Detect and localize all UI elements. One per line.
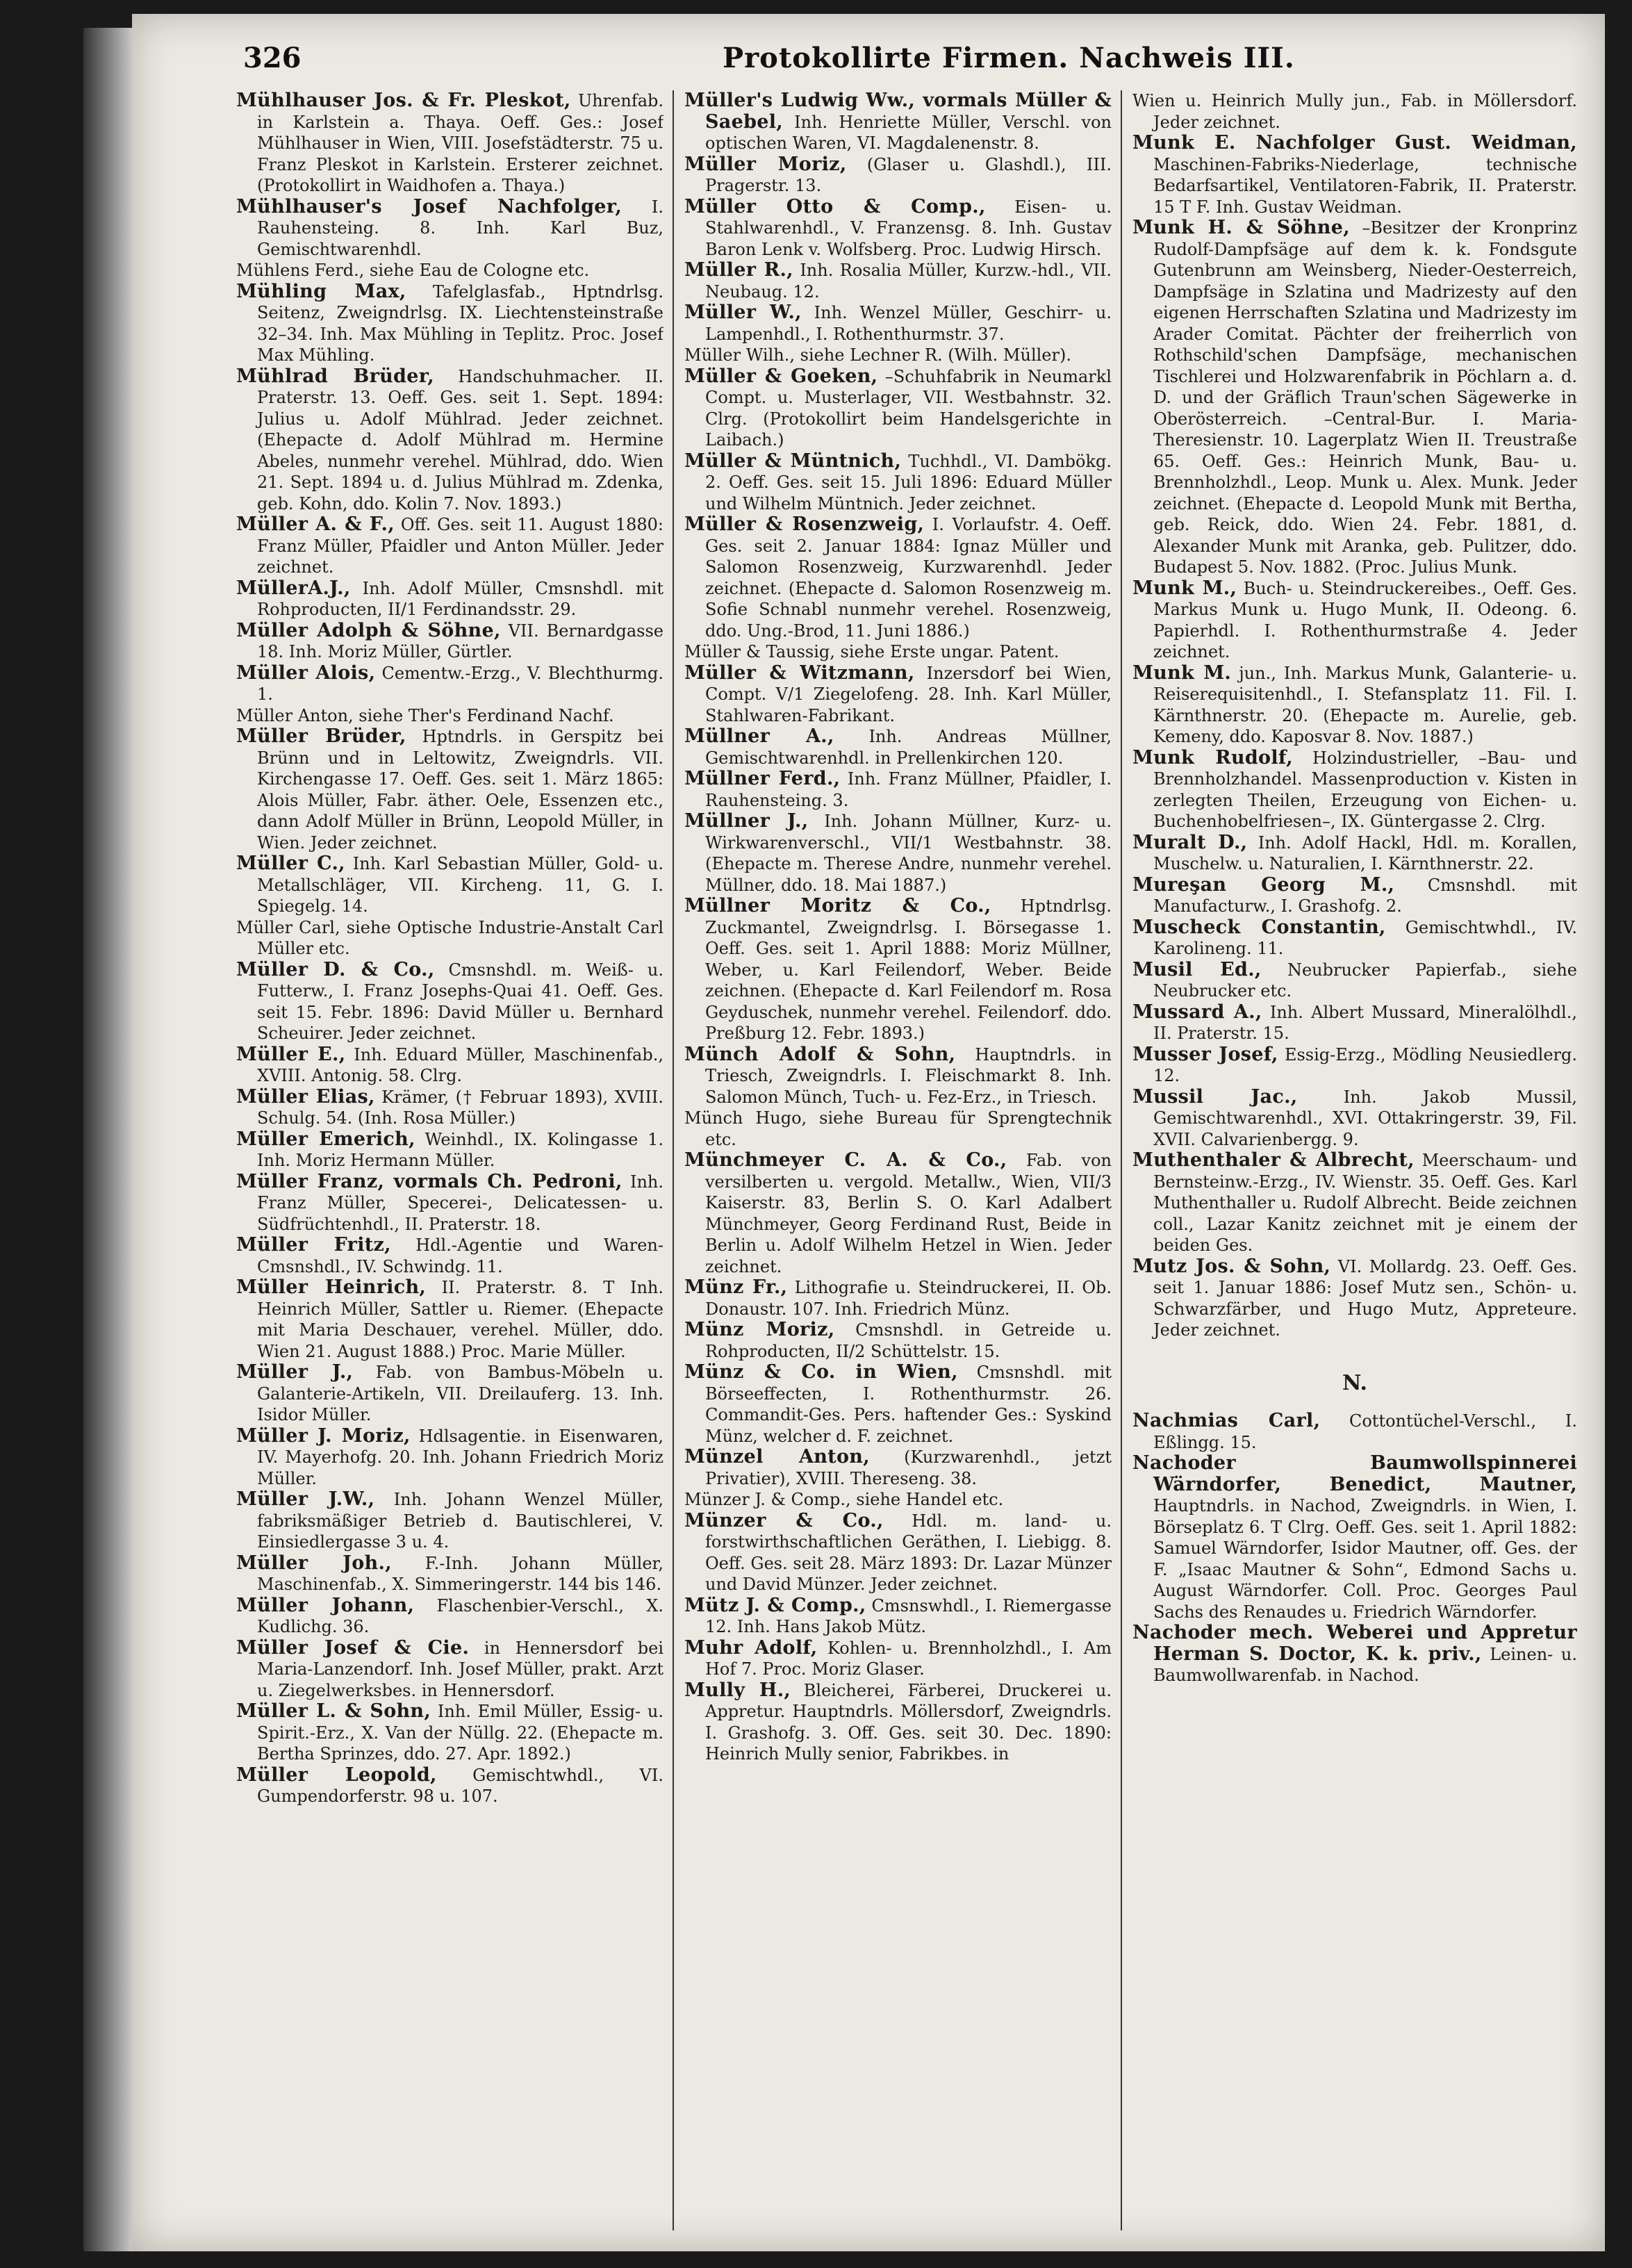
firm-entry	[1132, 832, 1577, 875]
firm-name: Müller Josef & Cie.	[236, 1636, 470, 1659]
firm-entry	[1132, 1256, 1577, 1341]
firm-name: Müllner Ferd.,	[684, 768, 841, 789]
directory-page	[132, 14, 1605, 2251]
firm-entry	[236, 1044, 663, 1087]
firm-entry	[684, 769, 1112, 811]
firm-entry	[684, 1511, 1112, 1595]
firm-name: Müller Franz, vormals Ch. Pedroni,	[236, 1170, 623, 1192]
firm-entry	[684, 726, 1112, 769]
firm-entry	[684, 1447, 1112, 1489]
firm-entry	[684, 1595, 1112, 1638]
firm-details: Holzindustrieller, –Bau- und Brennholzhandel. Massenproduction v. Kisten in zerlegten Theilen, Erzeugung von Eichen- u. Buchenhobelfriesen–, IX. Güntergasse 2. Clrg.	[1153, 748, 1577, 831]
firm-name: Münz Fr.,	[684, 1276, 788, 1298]
firm-name: Musil Ed.,	[1132, 958, 1262, 980]
firm-details: Cmsnswhdl., I. Riemergasse 12. Inh. Hans Jakob Mütz.	[705, 1595, 1112, 1636]
firm-name: Müller Johann,	[236, 1594, 415, 1616]
firm-entry	[236, 366, 663, 515]
firm-entry	[1132, 90, 1577, 133]
firm-name: Müller Otto & Comp.,	[684, 195, 986, 217]
firm-name: Munk M.	[1132, 662, 1232, 684]
firm-details: Müller Anton, siehe Ther's Ferdinand Nachf.	[236, 705, 614, 725]
firm-details: Inh. Henriette Müller, Verschl. von optischen Waren, VI. Magdalenenstr. 8.	[705, 112, 1112, 153]
firm-details: Flaschenbier-Verschl., X. Kudlichg. 36.	[257, 1595, 663, 1636]
firm-entry	[1132, 1087, 1577, 1151]
firm-details: Fab. von Bambus-Möbeln u. Galanterie-Artikeln, VII. Dreilauferg. 13. Inh. Isidor Müller.	[257, 1363, 663, 1424]
firm-details: Inh. Karl Sebastian Müller, Gold- u. Metallschläger, VII. Kircheng. 11, G. I. Spiegelg. 14.	[257, 854, 663, 916]
firm-details: –Besitzer der Kronprinz Rudolf-Dampfsäge auf dem k. k. Fondsgute Gutenbrunn am Weinsberg, Nieder-Oesterreich, Dampfsäge in Szlatina und Madrizesty auf den eigenen Herrschaften Szlatina und Madrizesty im Arader Comitat. Pächter der freiherrlich von Rothschild'schen Dampfsäge, mechanischen Tischlerei und Holzwarenfabrik in Pöchlarn a. d. D. und der Gräflich Traun'schen Sägewerke in Oberösterreich. –Central-Bur. I. Maria-Theresienstr. 10. Lagerplatz Wien II. Treustraße 65. Oeff. Ges.: Heinrich Munk, Bau- u. Brennholzhdl., Leop. Munk u. Alex. Munk. Jeder zeichnet. (Ehepacte d. Leopold Munk mit Bertha, geb. Reick, ddo. Wien 24. Febr. 1881, d. Alexander Munk mit Aranka, geb. Pulitzer, ddo. Budapest 5. Nov. 1882. (Proc. Julius Munk.	[1153, 218, 1577, 577]
firm-name: Mühlhauser Jos. & Fr. Pleskot,	[236, 90, 571, 111]
firm-name: Mussard A.,	[1132, 1001, 1262, 1023]
firm-entry	[1132, 1453, 1577, 1622]
firm-details: Hptndrlsg. Zuckmantel, Zweigndrlsg. I. Börsegasse 1. Oeff. Ges. seit 1. April 1888: Moriz Müllner, Weber, u. Karl Feilendorf, Weber. Beide zeichnen. (Ehepacte d. Karl Feilendorf m. Rosa Geyduschek, nunmehr verehel. Feilendorf. ddo. Preßburg 12. Febr. 1893.)	[705, 896, 1112, 1043]
firm-entry	[684, 90, 1112, 154]
firm-entry	[1132, 1150, 1577, 1256]
firm-name: Müller Moriz,	[684, 153, 847, 175]
firm-entry	[236, 1489, 663, 1553]
firm-name: Müller E.,	[236, 1043, 346, 1065]
firm-name: Münz Moriz,	[684, 1319, 835, 1340]
firm-details: Cmsnshdl. mit Börseeffecten, I. Rothenthurmstr. 26. Commandit-Ges. Pers. haftender Ges.: Syskind Münz, welcher d. F. zeichnet.	[705, 1363, 1112, 1446]
firm-entry	[684, 451, 1112, 515]
firm-details: Leinen- u. Baumwollwarenfab. in Nachod.	[1153, 1644, 1577, 1685]
firm-entry	[236, 663, 663, 705]
column-left	[236, 90, 663, 2230]
firm-details: F.-Inh. Johann Müller, Maschinenfab., X. Simmeringerstr. 144 bis 146.	[257, 1553, 663, 1594]
firm-name: Müller & Müntnich,	[684, 450, 902, 472]
firm-entry	[684, 260, 1112, 302]
firm-name: Muscheck Constantin,	[1132, 916, 1386, 938]
firm-entry	[236, 1765, 663, 1807]
firm-entry	[236, 1087, 663, 1129]
firm-entry	[236, 281, 663, 366]
firm-name: Müllner A.,	[684, 725, 834, 747]
firm-name: Müller Alois,	[236, 662, 376, 684]
firm-name: Mully H.,	[684, 1679, 791, 1701]
firm-entry	[236, 1638, 663, 1702]
firm-details: Müller & Taussig, siehe Erste ungar. Patent.	[684, 642, 1060, 662]
firm-name: Müller Emerich,	[236, 1128, 415, 1150]
firm-name: Müller J.W.,	[236, 1488, 375, 1510]
firm-name: Müller W.,	[684, 302, 802, 323]
firm-details: Mühlens Ferd., siehe Eau de Cologne etc.	[236, 261, 590, 280]
firm-name: Müller Elias,	[236, 1085, 375, 1108]
firm-details: Inh. Jakob Mussil, Gemischtwarenhdl., XVI. Ottakringerstr. 39, Fil. XVII. Calvarienbergg. 9.	[1153, 1087, 1577, 1149]
firm-entry	[684, 1362, 1112, 1447]
firm-name: Müllner Moritz & Co.,	[684, 895, 991, 917]
firm-details: Cmsnshdl. in Getreide u. Rohproducten, II/2 Schüttelstr. 15.	[705, 1320, 1112, 1361]
firm-name: Müller Fritz,	[236, 1234, 391, 1256]
firm-entry	[236, 1277, 663, 1362]
firm-details: Inh. Franz Müllner, Pfaidler, I. Rauhensteing. 3.	[705, 769, 1112, 810]
firm-entry	[684, 1277, 1112, 1320]
firm-details: (Glaser u. Glashdl.), III. Pragerstr. 13.	[705, 154, 1112, 195]
firm-details: Hdl. m. land- u. forstwirthschaftlichen Geräthen, I. Liebigg. 8. Oeff. Ges. seit 28. März 1893: Dr. Lazar Münzer und David Münzer. Jeder zeichnet.	[705, 1511, 1112, 1594]
firm-name: Müller's Ludwig Ww., vormals Müller & Saebel,	[684, 90, 1112, 133]
firm-name: Müller A. & F.,	[236, 513, 395, 535]
firm-name: MüllerA.J.,	[236, 577, 351, 599]
firm-details: Kohlen- u. Brennholzhdl., I. Am Hof 7. Proc. Moriz Glaser.	[705, 1638, 1112, 1679]
firm-entry	[236, 1701, 663, 1765]
firm-entry	[684, 896, 1112, 1044]
firm-details: in Hennersdorf bei Maria-Lanzendorf. Inh. Josef Müller, prakt. Arzt u. Ziegelwerksbes. in Hennersdorf.	[257, 1638, 663, 1700]
firm-name: Müller & Goeken,	[684, 365, 878, 387]
firm-entry	[1132, 748, 1577, 832]
firm-entry	[236, 1235, 663, 1277]
firm-details: Maschinen-Fabriks-Niederlage, technische Bedarfsartikel, Ventilatoren-Fabrik, II. Praterstr. 15 T F. Inh. Gustav Weidman.	[1153, 154, 1577, 217]
firm-details: Lithografie u. Steindruckerei, II. Ob. Donaustr. 107. Inh. Friedrich Münz.	[705, 1278, 1112, 1319]
column-right	[1132, 90, 1577, 2230]
firm-entry	[236, 726, 663, 853]
firm-entry	[236, 705, 663, 727]
firm-entry	[684, 345, 1112, 366]
firm-name: Mureşan Georg M.,	[1132, 873, 1395, 896]
firm-name: Muthenthaler & Albrecht,	[1132, 1149, 1415, 1171]
firm-name: Munk Rudolf,	[1132, 746, 1293, 769]
column-divider	[1121, 90, 1122, 2230]
firm-name: Mühlrad Brüder,	[236, 365, 434, 387]
firm-name: Mutz Jos. & Sohn,	[1132, 1255, 1331, 1277]
firm-details: Neubrucker Papierfab., siehe Neubrucker etc.	[1153, 960, 1577, 1001]
firm-entry	[236, 514, 663, 578]
firm-details: Inh. Adolf Hackl, Hdl. m. Korallen, Muschelw. u. Naturalien, I. Kärnthnerstr. 22.	[1153, 832, 1577, 873]
firm-name: Müller R.,	[684, 259, 793, 281]
firm-entry	[1132, 133, 1577, 217]
firm-name: Müller Brüder,	[236, 725, 406, 747]
firm-entry	[684, 1108, 1112, 1150]
firm-details: VI. Mollardg. 23. Oeff. Ges. seit 1. Januar 1886: Josef Mutz sen., Schön- u. Schwarzfärber, und Hugo Mutz, Appreteure. Jeder zeichnet.	[1153, 1256, 1577, 1340]
firm-entry	[1132, 917, 1577, 960]
firm-details: Fab. von versilberten u. vergold. Metallw., Wien, VII/3 Kaiserstr. 83, Berlin S. O. Karl Adalbert Münchmeyer, Georg Ferdinand Rust, Beide in Berlin u. Adolf Wilhelm Hetzel in Wien. Jeder zeichnet.	[705, 1151, 1112, 1276]
firm-name: Munk H. & Söhne,	[1132, 217, 1350, 238]
firm-entry	[684, 1680, 1112, 1765]
firm-name: Müller C.,	[236, 853, 345, 874]
firm-entry	[684, 811, 1112, 896]
firm-entry	[684, 197, 1112, 261]
firm-details: Inh. Emil Müller, Essig- u. Spirit.-Erz., X. Van der Nüllg. 22. (Ehepacte m. Bertha Sprinzes, ddo. 27. Apr. 1892.)	[257, 1702, 663, 1764]
firm-name: Muhr Adolf,	[684, 1636, 818, 1659]
firm-name: Münzel Anton,	[684, 1446, 870, 1468]
firm-details: Hauptndrls. in Triesch, Zweigndrls. I. Fleischmarkt 8. Inh. Salomon Münch, Tuch- u. Fez-Erz., in Triesch.	[705, 1044, 1112, 1107]
firm-entry	[236, 90, 663, 197]
firm-entry	[684, 1489, 1112, 1511]
firm-name: Münch Adolf & Sohn,	[684, 1043, 956, 1065]
firm-entry	[236, 1362, 663, 1426]
firm-details: Off. Ges. seit 11. August 1880: Franz Müller, Pfaidler und Anton Müller. Jeder zeichnet.	[257, 515, 663, 577]
firm-entry	[684, 1044, 1112, 1108]
firm-entry	[236, 197, 663, 261]
firm-details: Inh. Johann Müllner, Kurz- u. Wirkwarenverschl., VII/1 Westbahnstr. 38. (Ehepacte m. Therese Andre, nunmehr verehel. Müllner, ddo. 18. Mai 1887.)	[705, 812, 1112, 895]
firm-details: Essig-Erzg., Mödling Neusiedlerg. 12.	[1153, 1044, 1577, 1085]
column-divider	[673, 90, 674, 2230]
firm-entry	[684, 154, 1112, 197]
firm-details: Wien u. Heinrich Mully jun., Fab. in Möllersdorf. Jeder zeichnet.	[1132, 91, 1577, 132]
firm-name: Münchmeyer C. A. & Co.,	[684, 1149, 1007, 1171]
firm-entry	[1132, 217, 1577, 578]
firm-name: Mütz J. & Comp.,	[684, 1594, 866, 1616]
firm-details: Münch Hugo, siehe Bureau für Sprengtechnik etc.	[684, 1108, 1112, 1149]
firm-entry	[684, 663, 1112, 727]
firm-details: Müller Wilh., siehe Lechner R. (Wilh. Müller).	[684, 345, 1071, 365]
firm-name: Müller & Witzmann,	[684, 662, 915, 684]
firm-details: Cementw.-Erzg., V. Blechthurmg. 1.	[257, 663, 663, 704]
firm-details: Krämer, († Februar 1893), XVIII. Schulg. 54. (Inh. Rosa Müller.)	[257, 1087, 663, 1128]
firm-entry	[236, 1553, 663, 1595]
firm-name: Nachoder Baumwollspinnerei Wärndorfer, Benedict, Mautner,	[1132, 1452, 1577, 1495]
firm-details: Cottontüchel-Verschl., I. Eßlingg. 15.	[1153, 1411, 1577, 1452]
firm-name: Nachoder mech. Weberei und Appretur Herman S. Doctor, K. k. priv.,	[1132, 1622, 1577, 1665]
firm-details: Münzer J. & Comp., siehe Handel etc.	[684, 1490, 1004, 1509]
firm-name: Munk M.,	[1132, 577, 1237, 599]
firm-name: Müller J.,	[236, 1361, 354, 1383]
firm-name: Mühlhauser's Josef Nachfolger,	[236, 195, 623, 217]
firm-details: Inh. Andreas Müllner, Gemischtwarenhdl. in Prellenkirchen 120.	[705, 727, 1112, 768]
running-head: Protokollirte Firmen. Nachweis III.	[723, 42, 1295, 74]
firm-entry	[684, 641, 1112, 663]
book-binding-edge	[83, 28, 139, 2251]
firm-entry	[1132, 1411, 1577, 1453]
firm-name: Munk E. Nachfolger Gust. Weidman,	[1132, 132, 1577, 154]
firm-name: Mussil Jac.,	[1132, 1085, 1298, 1108]
firm-name: Müller Leopold,	[236, 1764, 437, 1786]
firm-details: Inh. Franz Müller, Specerei-, Delicatessen- u. Südfrüchtenhdl., II. Praterstr. 18.	[257, 1172, 663, 1234]
firm-entry	[236, 1426, 663, 1490]
firm-entry	[236, 621, 663, 663]
firm-entry	[1132, 663, 1577, 748]
page-number: 326	[243, 42, 302, 74]
firm-entry	[684, 1150, 1112, 1277]
firm-entry	[1132, 1002, 1577, 1044]
firm-name: Münz & Co. in Wien,	[684, 1361, 958, 1383]
firm-entry	[1132, 578, 1577, 663]
columns	[236, 90, 1577, 2230]
firm-entry	[1132, 1044, 1577, 1087]
firm-entry	[684, 514, 1112, 641]
firm-details: Handschuhmacher. II. Praterstr. 13. Oeff. Ges. seit 1. Sept. 1894: Julius u. Adolf Mühlrad. Jeder zeichnet. (Ehepacte d. Adolf Mühlrad m. Hermine Abeles, nunmehr verehel. Mühlrad, ddo. Wien 21. Sept. 1894 u. d. Julius Mühlrad m. Zdenka, geb. Kohn, ddo. Kolin 7. Nov. 1893.)	[257, 366, 663, 513]
firm-details: Weinhdl., IX. Kolingasse 1. Inh. Moriz Hermann Müller.	[257, 1129, 663, 1170]
firm-entry	[684, 366, 1112, 451]
firm-details: Inh. Adolf Müller, Cmsnshdl. mit Rohproducten, II/1 Ferdinandsstr. 29.	[257, 578, 663, 619]
firm-entry	[684, 1320, 1112, 1362]
firm-name: Müller L. & Sohn,	[236, 1700, 431, 1722]
column-middle	[684, 90, 1112, 2230]
firm-entry	[236, 578, 663, 621]
firm-details: Uhrenfab. in Karlstein a. Thaya. Oeff. Ges.: Josef Mühlhauser in Wien, VIII. Josefstädterstr. 75 u. Franz Pleskot in Karlstein. Ersterer zeichnet. (Protokollirt in Waidhofen a. Thaya.)	[257, 91, 663, 195]
firm-name: Musser Josef,	[1132, 1043, 1278, 1065]
firm-details: jun., Inh. Markus Munk, Galanterie- u. Reiserequisitenhdl., I. Stefansplatz 11. Fil. I. Kärnthnerstr. 20. (Ehepacte m. Aurelie, geb. Kemeny, ddo. Kaposvar 8. Nov. 1887.)	[1153, 663, 1577, 746]
firm-details: Müller Carl, siehe Optische Industrie-Anstalt Carl Müller etc.	[236, 917, 663, 958]
firm-entry	[1132, 875, 1577, 917]
firm-name: Muralt D.,	[1132, 831, 1248, 853]
firm-name: Mühling Max,	[236, 280, 406, 302]
firm-name: Müller & Rosenzweig,	[684, 513, 925, 535]
firm-details: Hptndrls. in Gerspitz bei Brünn und in Leltowitz, Zweigndrls. VII. Kirchengasse 17. Oeff. Ges. seit 1. März 1865: Alois Müller, Fabr. äther. Oele, Essenzen etc., dann Adolf Müller in Brünn, Leopold Müller, in Wien. Jeder zeichnet.	[257, 727, 663, 853]
firm-entry	[236, 853, 663, 917]
section-heading: N.	[1342, 1370, 1367, 1395]
firm-details: –Schuhfabrik in Neumarkl Compt. u. Musterlager, VII. Westbahnstr. 32. Clrg. (Protokollirt beim Handelsgerichte in Laibach.)	[705, 366, 1112, 450]
firm-details: Buch- u. Steindruckereibes., Oeff. Ges. Markus Munk u. Hugo Munk, II. Odeong. 6. Papierhdl. I. Rothenthurmstraße 4. Jeder zeichnet.	[1153, 578, 1577, 662]
firm-name: Nachmias Carl,	[1132, 1410, 1321, 1431]
firm-entry	[1132, 1622, 1577, 1686]
firm-details: II. Praterstr. 8. T Inh. Heinrich Müller, Sattler u. Riemer. (Ehepacte mit Maria Deschauer, verehel. Müller, ddo. Wien 21. August 1888.) Proc. Marie Müller.	[257, 1278, 663, 1361]
firm-details: I. Vorlaufstr. 4. Oeff. Ges. seit 2. Januar 1884: Ignaz Müller und Salomon Rosenzweig, Kurzwarenhdl. Jeder zeichnet. (Ehepacte d. Salomon Rosenzweig m. Sofie Schnabl nunmehr verehel. Rosenzweig, ddo. Ung.-Brod, 11. Juni 1886.)	[705, 515, 1112, 641]
firm-entry	[236, 1129, 663, 1172]
firm-details: Inh. Albert Mussard, Mineralölhdl., II. Praterstr. 15.	[1153, 1002, 1577, 1043]
firm-details: Meerschaum- und Bernsteinw.-Erzg., IV. Wienstr. 35. Oeff. Ges. Karl Muthenthaller u. Rudolf Albrecht. Beide zeichnen coll., Lazar Kanitz zeichnet mit je einem der beiden Ges.	[1153, 1151, 1577, 1255]
firm-details: Inh. Eduard Müller, Maschinenfab., XVIII. Antonig. 58. Clrg.	[257, 1044, 663, 1085]
firm-details: Hdlsagentie. in Eisenwaren, IV. Mayerhofg. 20. Inh. Johann Friedrich Moriz Müller.	[257, 1426, 663, 1488]
firm-entry	[684, 1638, 1112, 1680]
firm-entry	[684, 302, 1112, 345]
firm-name: Müller J. Moriz,	[236, 1424, 411, 1447]
firm-name: Müller Heinrich,	[236, 1276, 427, 1298]
firm-details: Gemischtwhdl., IV. Karolineng. 11.	[1153, 917, 1577, 958]
page-header	[132, 42, 1605, 97]
firm-details: (Kurzwarenhdl., jetzt Privatier), XVIII. Thereseng. 38.	[705, 1447, 1112, 1488]
firm-details: Inh. Wenzel Müller, Geschirr- u. Lampenhdl., I. Rothenthurmstr. 37.	[705, 303, 1112, 344]
firm-details: Inzersdorf bei Wien, Compt. V/1 Ziegelofeng. 28. Inh. Karl Müller, Stahlwaren-Fabrikant.	[705, 663, 1112, 725]
firm-details: Tafelglasfab., Hptndrlsg. Seitenz, Zweigndrlsg. IX. Liechtensteinstraße 32–34. Inh. Max Mühling in Teplitz. Proc. Josef Max Mühling.	[257, 281, 663, 365]
firm-entry	[236, 917, 663, 960]
firm-name: Müller D. & Co.,	[236, 958, 435, 980]
firm-details: Bleicherei, Färberei, Druckerei u. Appretur. Hauptndrls. Möllersdorf, Zweigndrls. I. Grashofg. 3. Off. Ges. seit 30. Dec. 1890: Heinrich Mully senior, Fabrikbes. in	[705, 1680, 1112, 1764]
firm-entry	[1132, 960, 1577, 1002]
firm-entry	[236, 1595, 663, 1638]
firm-name: Müller Joh.,	[236, 1552, 392, 1574]
firm-entry	[236, 960, 663, 1044]
firm-details: VII. Bernardgasse 18. Inh. Moriz Müller, Gürtler.	[257, 621, 663, 662]
firm-details: Inh. Johann Wenzel Müller, fabriksmäßiger Betrieb d. Bautischlerei, V. Einsiedlergasse 3 u. 4.	[257, 1490, 663, 1552]
firm-name: Müller Adolph & Söhne,	[236, 619, 501, 641]
firm-details: Tuchhdl., VI. Dambökg. 2. Oeff. Ges. seit 15. Juli 1896: Eduard Müller und Wilhelm Müntnich. Jeder zeichnet.	[705, 451, 1112, 513]
firm-name: Münzer & Co.,	[684, 1509, 884, 1531]
firm-details: Hauptndrls. in Nachod, Zweigndrls. in Wien, I. Börseplatz 6. T Clrg. Oeff. Ges. seit 1. April 1882: Samuel Wärndorfer, Isidor Mautner, off. Ges. der F. „Isaac Mautner & Sohn“, Edmond Sachs u. August Wärndorfer. Coll. Proc. Georges Paul Sachs des Renaudes u. Friedrich Wärndorfer.	[1153, 1496, 1577, 1622]
firm-details: Cmsnshdl. mit Manufacturw., I. Grashofg. 2.	[1153, 875, 1577, 916]
firm-details: Cmsnshdl. m. Weiß- u. Futterw., I. Franz Josephs-Quai 41. Oeff. Ges. seit 15. Febr. 1896: David Müller u. Bernhard Scheuirer. Jeder zeichnet.	[257, 960, 663, 1043]
firm-details: Gemischtwhdl., VI. Gumpendorferstr. 98 u. 107.	[257, 1765, 663, 1806]
firm-entry	[236, 1172, 663, 1235]
firm-entry	[236, 260, 663, 281]
firm-details: Eisen- u. Stahlwarenhdl., V. Franzensg. 8. Inh. Gustav Baron Lenk v. Wolfsberg. Proc. Ludwig Hirsch.	[705, 197, 1112, 259]
firm-details: I. Rauhensteing. 8. Inh. Karl Buz, Gemischtwarenhdl.	[257, 197, 663, 259]
firm-details: Hdl.-Agentie und Waren-Cmsnshdl., IV. Schwindg. 11.	[257, 1235, 663, 1276]
firm-details: Inh. Rosalia Müller, Kurzw.-hdl., VII. Neubaug. 12.	[705, 261, 1112, 302]
firm-name: Müllner J.,	[684, 810, 809, 832]
